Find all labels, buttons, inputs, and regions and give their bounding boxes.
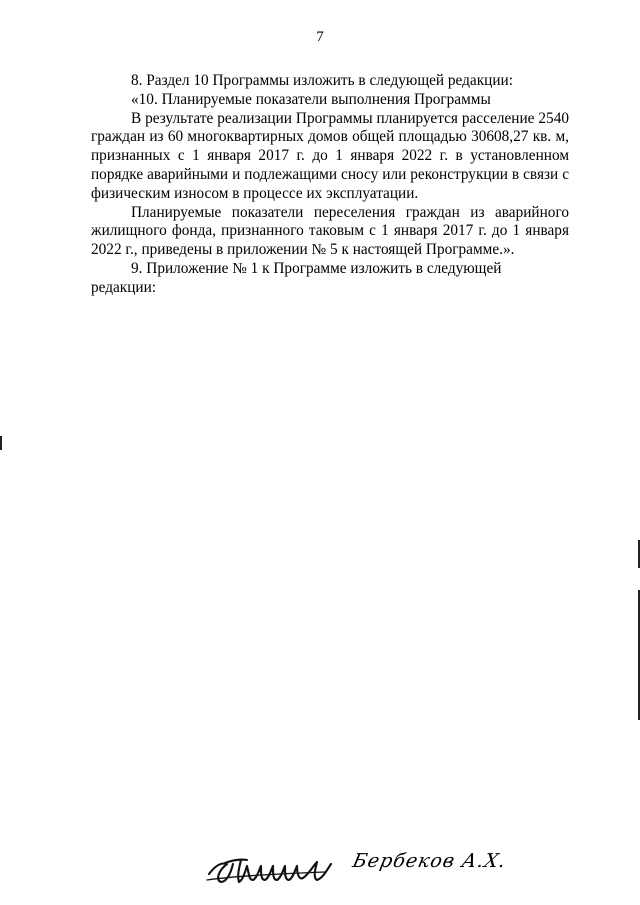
paragraph-section-8: 8. Раздел 10 Программы изложить в следующей редакции: (131, 72, 513, 89)
paragraph-resettlement-plan: В результате реализации Программы планируется расселение 2540 граждан из 60 многоквартирных домов общей площадью 30608,27 кв. м, признанных с 1 января 2017 г. до 1 января 2022 г. в установленном порядке аварийными и подлежащими сносу или реконструкции в связи с физическим износом в процессе их эксплуатации. (91, 109, 569, 202)
paragraph-section-10-title: «10. Планируемые показатели выполнения Программы (131, 90, 491, 108)
handwritten-signature (205, 836, 345, 896)
body-text (91, 72, 569, 298)
paragraph-indicators: Планируемые показатели переселения граждан из аварийного жилищного фонда, признанного таковым с 1 января 2017 г. до 1 января 2022 г., приведены в приложении № 5 к настоящей Программе.». (91, 203, 569, 259)
paragraph-section-9: 9. Приложение № 1 к Программе изложить в следующей редакции: (91, 259, 502, 296)
signature-handwritten-name: Бербеков А.Х. (350, 850, 509, 872)
signature-area (205, 836, 525, 896)
scan-edge-mark (0, 436, 2, 450)
page-number: 7 (316, 29, 324, 45)
